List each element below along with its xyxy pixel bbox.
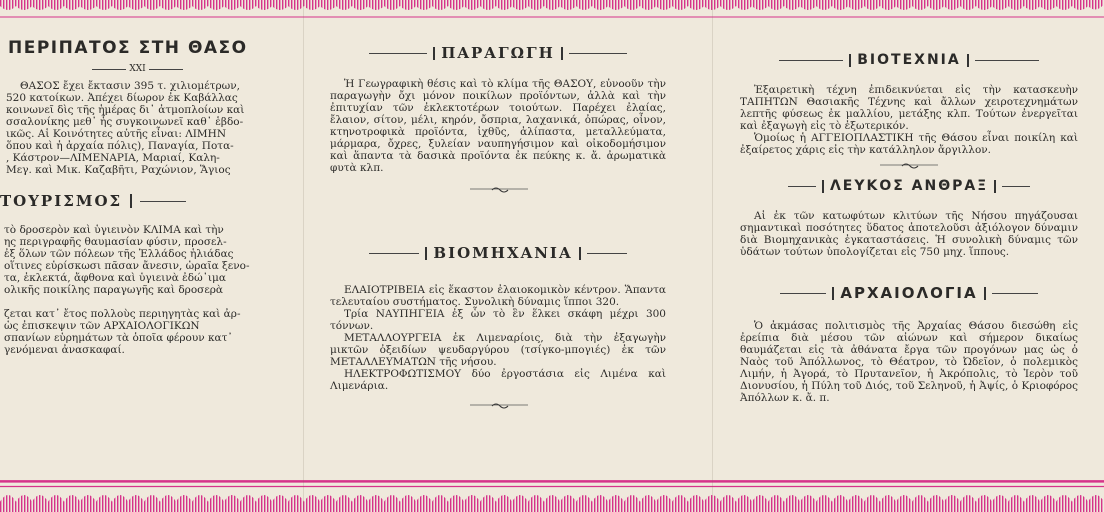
intro-line: Μεγ. καὶ Μικ. Καζαβῆτι, Ραχώνιον, Ἅγιος	[6, 164, 231, 176]
divider-ornament	[740, 160, 1078, 170]
divider-ornament	[330, 184, 666, 194]
white-coal-text: Αἱ ἐκ τῶν κατωφύτων κλιτύων τῆς Νήσου πηγάζουσαι σημαντικαὶ ποσότητες ὕδατος ἀποτελοῦσι ἀξιόλογον δύναμιν διὰ Βιομηχανικὰς ἐγκαταστάσεις. Ἡ συνολικὴ δύναμις τῶν ὑδάτων τούτων ὑπολογίζεται εἰς 750 μηχ. ἵππους.	[740, 210, 1078, 258]
archaeology-heading	[740, 284, 1078, 302]
ornament-glyph: XXI	[129, 64, 146, 74]
section-title-archaeology: ΑΡΧΑΙΟΛΟΓΙΑ	[840, 284, 978, 302]
tourism-line: οἵτινες εὑρίσκωσι πᾶσαν ἄνεσιν, ὡραῖα ξενο-	[4, 260, 250, 272]
tourism-line: ης περιγραφῆς θαυμασίαν φύσιν, προσελ-	[4, 236, 227, 248]
intro-line: σσαλονίκης μεθ᾽ ἧς συγκοινωνεῖ καθ᾽ ἑβδο-	[6, 116, 244, 128]
production-text: Ἡ Γεωγραφικὴ θέσις καὶ τὸ κλίμα τῆς ΘΑΣΟΥ, εὐνοοῦν τὴν παραγωγὴν ὄχι μόνον ποικίλων προϊόντων, ἀλλὰ καὶ τὴν ἐπιτυχίαν τῶν ἐκλεκτοτέρων τοιούτων. Παρέχει ἐλαίας, ἔλαιον, σίτον, μέλι, κηρόν, ὄσπρια, λαχανικά, ὀπώρας, οἶνον, κτηνοτροφικὰ προϊόντα, ἰχθῦς, ἀλίπαστα, μεταλλεύματα, μάρμαρα, ὄχρες, ξυλείαν ναυπηγήσιμον καὶ οἰκοδομήσιμον καὶ ἅπαντα τὰ δασικὰ προϊόντα ἐκ πεύκης κ. ἄ. ἀρωματικὰ φυτὰ κλπ.	[330, 78, 666, 174]
industry-paragraph: ΕΛΑΙΟΤΡΙΒΕΙΑ εἰς ἕκαστον ἐλαιοκομικὸν κέντρον. Ἅπαντα τελευταίου συστήματος. Συνολικὴ δύναμις ἵπποι 320.	[330, 284, 666, 308]
tourism-line: γενόμεναι ἀνασκαφαί.	[4, 344, 125, 356]
tourism-line: ὡς ἐπισκεψιν τῶν ΑΡΧΑΙΟΛΟΓΙΚΩΝ	[4, 320, 200, 332]
top-decorative-border	[0, 0, 1104, 20]
crafts-paragraph: Ὁμοίως ἡ ΑΓΓΕΙΟΠΛΑΣΤΙΚΗ τῆς Θάσου εἶναι ποικίλη καὶ ἐξαίρετος χάρις εἰς τὴν κατάλληλον ἄργιλλον.	[740, 132, 1078, 156]
divider-ornament	[330, 400, 666, 410]
fold-line-left	[303, 0, 304, 512]
section-title-tourism: ΤΟΥΡΙΣΜΟΣ	[0, 192, 123, 210]
tourism-line: σπανίων εὑρημάτων τὰ ὁποῖα φέρουν κατ᾽	[4, 332, 233, 344]
section-title-white-coal: ΛΕΥΚΟΣ ΑΝΘΡΑΞ	[829, 178, 989, 194]
intro-line: ΘΑΣΟΣ ἔχει ἔκτασιν 395 τ. χιλιομέτρων,	[20, 80, 240, 92]
industry-paragraph: Τρία ΝΑΥΠΗΓΕΙΑ ἐξ ὧν τὸ ἓν ἕλκει σκάφη μέχρι 300 τόννων.	[330, 308, 666, 332]
column-crafts-archaeology	[740, 52, 1078, 404]
section-title-production: ΠΑΡΑΓΩΓΗ	[441, 44, 555, 62]
intro-line: , Κάστρον—ΛΙΜΕΝΑΡΙΑ, Μαριαί, Καλη-	[6, 152, 220, 164]
tourism-heading	[0, 192, 275, 210]
tourism-line: τὸ δροσερὸν καὶ ὑγιεινὸν ΚΛΙΜΑ καὶ τὴν	[4, 224, 224, 236]
industry-paragraph: ΗΛΕΚΤΡΟΦΩΤΙΣΜΟΥ δύο ἐργοστάσια εἰς Λιμένα καὶ Λιμενάρια.	[330, 368, 666, 392]
section-title-industry: ΒΙΟΜΗΧΑΝΙΑ	[433, 244, 573, 262]
tourism-line: ἐξ ὅλων τῶν πόλεων τῆς Ἑλλάδος ἡλιάδας	[4, 248, 234, 260]
walk-intro-text	[0, 80, 275, 176]
archaeology-text: Ὁ ἀκμάσας πολιτισμὸς τῆς Ἀρχαίας Θάσου διεσώθη εἰς ἐρείπια διὰ μέσου τῶν αἰώνων καὶ σήμερον δικαίως θαυμάζεται εἰς τὰ ἀθάνατα ἔργα τῶν προγόνων μας ὡς ὁ Ναὸς τοῦ Ἀπόλλωνος, τὸ Θέατρον, τὸ Ὠδεῖον, ὁ πολεμικὸς Λιμήν, ἡ Ἀγορά, τὸ Πρυτανεῖον, ἡ Ἀκρόπολις, τὸ Ἱερὸν τοῦ Διονυσίου, ἡ Πύλη τοῦ Διός, τοῦ Σεληνοῦ, ἡ Ἀψίς, ὁ Κριοφόρος Ἀπόλλων κ. ἄ. π.	[740, 320, 1078, 404]
crafts-heading	[740, 52, 1078, 68]
tourism-line: τα, ἐκλεκτά, ἄφθονα καὶ ὑγιεινὰ ἐδώ᾽ιμα	[4, 272, 226, 284]
industry-paragraph: ΜΕΤΑΛΛΟΥΡΓΕΙΑ ἐκ Λιμεναρίοις, διὰ τὴν ἐξαγωγὴν μικτῶν ὀξειδίων ψευδαργύρου (τσίγκο-μπογιές) ἐκ τῶν ΜΕΤΑΛΛΕΥΜΑΤΩΝ τῆς νήσου.	[330, 332, 666, 368]
bottom-decorative-border	[0, 478, 1104, 512]
tourism-text-2	[0, 308, 275, 356]
tourism-line: ολικῆς ποικίλης παραγωγῆς καὶ δροσερὰ	[4, 284, 224, 296]
crafts-paragraph: Ἐξαιρετικὴ τέχνη ἐπιδεικνύεται εἰς τὴν κατασκευὴν ΤΑΠΗΤΩΝ Θασιακῆς Τέχνης καὶ ἄλλων χειροτεχνημάτων λεπτῆς φύσεως ἐκ μαλλίου, μετάξης κλπ. Τούτων ἐνεργεῖται καὶ ἐξαγωγὴ εἰς τὸ ἐξωτερικόν.	[740, 84, 1078, 132]
title-ornament	[0, 64, 275, 74]
intro-line: ὅπου καὶ ἡ ἀρχαία πόλις), Παναγία, Ποτα-	[6, 140, 234, 152]
production-heading	[330, 44, 666, 62]
section-title-walk: ΠΕΡΙΠΑΤΟΣ ΣΤΗ ΘΑΣΟ	[8, 38, 248, 58]
section-title-crafts: ΒΙΟΤΕΧΝΙΑ	[857, 52, 961, 68]
industry-heading	[330, 244, 666, 262]
fold-line-right	[712, 0, 713, 512]
intro-line: ικῶς. Αἱ Κοινότητες αὐτῆς εἶναι: ΛΙΜΗΝ	[6, 128, 227, 140]
intro-line: κοινωνεῖ δὶς τῆς ἡμέρας δι᾽ ἀτμοπλοίων καὶ	[6, 104, 245, 116]
intro-line: 520 κατοίκων. Ἀπέχει δίωρον ἐκ Καβάλλας	[6, 92, 238, 104]
column-thasos-walk	[0, 38, 275, 356]
crafts-text	[740, 84, 1078, 156]
coal-heading	[740, 178, 1078, 194]
tourism-line: ζεται κατ᾽ ἔτος πολλοὺς περιηγητὰς καὶ ἀρ-	[4, 308, 241, 320]
column-production-industry	[330, 44, 666, 410]
industry-text	[330, 284, 666, 392]
tourism-text	[0, 224, 275, 296]
